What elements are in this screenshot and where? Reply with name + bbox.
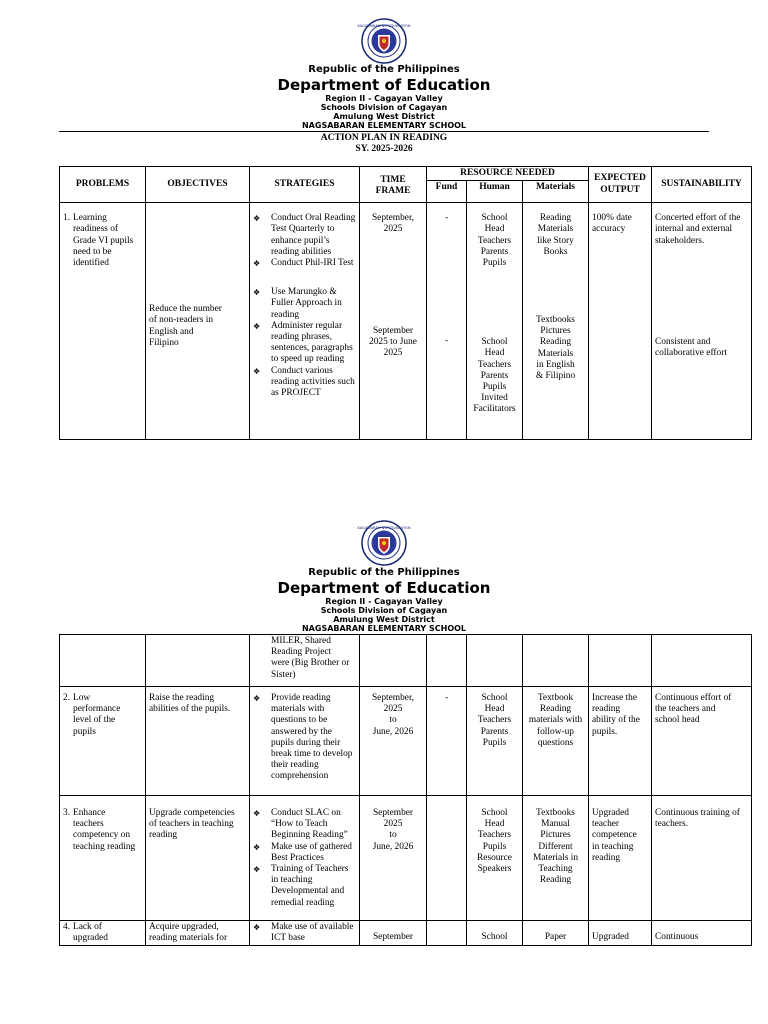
time-line: 2025 [383,224,403,235]
human-line: Parents [480,246,509,257]
letterhead [0,64,768,130]
sustain-line: Continuous effort of [655,693,732,703]
problem-line: Low [73,693,91,703]
col-fund: Fund [427,181,467,203]
problem-number: 4. [63,922,71,932]
objective-line: English and [149,326,194,337]
col-expected-output-l2: OUTPUT [600,184,640,195]
problem-line: pupils [73,726,96,737]
materials-line: & Filipino [535,371,576,382]
deped-seal-logo [357,18,411,64]
problem-line: need to be [73,246,112,257]
fund-cell [427,796,467,921]
materials-line: Reading [539,213,572,224]
sustainability-cell [652,921,752,946]
problem-line: Enhance [73,808,106,818]
problem-cell [60,687,146,796]
strategies-cell [250,687,360,796]
sustain-line: internal and external [655,224,733,235]
region-line: Region II - Cagayan Valley [325,597,443,606]
col-strategies: STRATEGIES [250,167,360,203]
time-frame-cell [360,796,427,921]
materials-line: Textbooks [536,808,575,818]
materials-line: Manual [541,819,570,830]
time-line: 2025 [383,348,403,359]
problem-cell [60,796,146,921]
table-row-4 [60,921,752,946]
sustain-line: teachers. [655,819,689,830]
problem-line: upgraded [73,933,108,944]
materials-line: materials with [528,715,583,726]
output-line: Upgraded [592,808,629,818]
human-line: Teachers [477,235,512,246]
materials-line: Materials [537,348,574,359]
human-line: Pupils [482,258,507,269]
fund-value: - [444,213,449,224]
time-line: 2025 to June [369,336,417,347]
materials-line: questions [537,737,574,748]
human-line: Teachers [477,830,512,841]
problem-line: teachers [73,819,104,830]
fund-value: - [444,336,449,347]
human-cell [467,687,523,796]
col-materials: Materials [523,181,589,203]
problem-line: readiness of [73,224,119,235]
col-objectives: OBJECTIVES [146,167,250,203]
strategy-item: ❖ Provide reading materials with questions to be answered by the pupils during their break time to develop their reading comprehension [253,693,356,783]
fund-cell [427,687,467,796]
region-line: Region II - Cagayan Valley [325,94,443,103]
materials-line: Materials [537,224,574,235]
republic-line: Republic of the Philippines [308,567,460,578]
sustain-line: Consistent and [655,336,711,347]
col-time-frame-l1: TIME [380,175,406,185]
output-line: reading [592,704,621,715]
human-line: Teachers [477,715,512,726]
sustain-line: Concerted effort of the [655,213,741,224]
school-year: SY. 2025-2026 [355,144,413,154]
human-line: Teachers [477,359,512,370]
district-line: Amulung West District [333,615,435,624]
time-line: September [372,808,414,818]
strategy-line: Reading Project [271,647,332,658]
problem-cell [60,635,146,687]
objective-line: Raise the reading [149,693,215,703]
strategy-item: ❖ Administer regular reading phrases, sentences, paragraphs to speed up reading [253,321,356,366]
fund-cell [427,921,467,946]
sustainability-cell [652,203,752,440]
materials-line: Textbooks [536,315,575,326]
time-line: June, 2026 [372,841,414,852]
time-frame-cell [360,921,427,946]
problem-line: teaching reading [73,841,136,852]
objective-line: reading materials for [149,933,228,944]
objective-line: Filipino [149,337,179,348]
svg-text:KAGAWARAN NG EDUKASYON: KAGAWARAN NG EDUKASYON [357,526,411,530]
human-cell [467,921,523,946]
materials-line: Books [543,246,568,257]
strategy-item: ❖ Conduct Oral Reading Test Quarterly to enhance pupil’s reading abilities [253,213,356,258]
problem-number: 3. [63,808,71,818]
problem-line: level of the [73,715,116,726]
materials-line: Pictures [540,326,571,337]
col-resource-needed: RESOURCE NEEDED [427,167,589,181]
materials-line: Reading [539,337,572,348]
time-line: to [389,715,397,726]
time-line: 2025 [383,704,403,715]
objective-line: Reduce the number [149,304,222,315]
deped-seal-logo [357,520,411,566]
strategy-item: ❖ Make use of available ICT base [253,922,356,944]
district-line: Amulung West District [333,112,435,121]
sustain-line: collaborative effort [655,348,727,359]
materials-line: follow-up [537,726,574,737]
time-line: September [372,325,414,336]
col-human: Human [467,181,523,203]
output-line: ability of the [592,715,640,726]
col-time-frame-l2: FRAME [375,186,411,197]
fund-value: - [444,693,449,703]
objective-cell [146,687,250,796]
human-line: Head [484,819,505,830]
output-line: Upgraded [592,932,629,942]
materials-line: Paper [544,932,567,942]
col-problems: PROBLEMS [60,167,146,203]
table-row-1 [60,203,752,440]
problem-line: identified [73,258,109,269]
time-line: September, [371,693,415,703]
output-line: competence [592,830,637,841]
materials-line: like Story [537,235,574,246]
school-line: NAGSABARAN ELEMENTARY SCHOOL [301,121,467,130]
human-line: Pupils [482,841,507,852]
materials-line: in English [536,359,575,370]
strategy-item: ❖ Conduct various reading activities such as PROJECT [253,366,356,400]
output-line: pupils. [592,726,618,737]
objective-cell [146,203,250,440]
problem-line: Lack of [73,922,102,932]
table-row-3 [60,796,752,921]
school-line: NAGSABARAN ELEMENTARY SCHOOL [301,624,467,633]
human-line: Facilitators [473,404,516,415]
page-2 [0,500,768,1024]
problem-line: competency on [73,830,131,841]
materials-line: Pictures [540,830,571,841]
output-line: 100% date [592,213,632,224]
time-line: June, 2026 [372,726,414,737]
human-line: Pupils [482,382,507,393]
problem-line: Learning [73,213,107,224]
strategies-cell [250,921,360,946]
republic-line: Republic of the Philippines [308,64,460,75]
materials-cell [523,687,589,796]
strategies-cell [250,635,360,687]
human-line: Resource [477,852,512,863]
time-line: to [389,830,397,841]
expected-output-cell [589,921,652,946]
strategy-item: ❖ Conduct Phil-IRI Test [253,258,356,269]
sustain-line: the teachers and [655,704,716,715]
expected-output-cell [589,635,652,687]
time-line: September [372,932,414,942]
human-cell [467,796,523,921]
col-expected-output-l1: EXPECTED [594,173,646,184]
problem-line: Grade VI pupils [73,235,134,246]
sustain-line: stakeholders. [655,235,705,246]
col-expected-output [589,167,652,203]
department-title: Department of Education [277,579,491,597]
plan-title: ACTION PLAN IN READING [320,133,448,143]
time-line: 2025 [383,819,403,830]
action-plan-table-page-2 [59,634,752,946]
objective-line: abilities of the pupils. [149,704,231,715]
materials-line: Different [538,841,573,852]
strategy-item: ❖ Training of Teachers in teaching Developmental and remedial reading [253,864,356,909]
human-line: Parents [480,370,509,381]
fund-cell [427,203,467,440]
problem-cell [60,203,146,440]
materials-line: Reading [539,704,572,715]
problem-number: 2. [63,693,71,703]
strategy-item: ❖ Conduct SLAC on “How to Teach Beginning Reading” [253,808,356,842]
strategy-item: ❖ Use Marungko & Fuller Approach in reading [253,287,356,321]
expected-output-cell [589,796,652,921]
expected-output-cell [589,687,652,796]
materials-line: Teaching [538,864,573,875]
human-line: School [481,213,508,224]
human-cell [467,635,523,687]
division-line: Schools Division of Cagayan [320,606,448,615]
objective-line: of teachers in teaching [149,819,234,830]
objective-cell [146,635,250,687]
division-line: Schools Division of Cagayan [320,103,448,112]
sustainability-cell [652,687,752,796]
output-line: teacher [592,819,620,830]
human-line: Speakers [477,864,512,875]
svg-text:KAGAWARAN NG EDUKASYON: KAGAWARAN NG EDUKASYON [357,24,411,28]
problem-line: performance [73,704,121,715]
fund-cell [427,635,467,687]
col-sustainability: SUSTAINABILITY [652,167,752,203]
materials-cell [523,635,589,687]
header-rule [59,131,709,132]
action-plan-table-page-1 [59,166,752,440]
materials-line: Materials in [532,852,579,863]
materials-cell [523,203,589,440]
strategy-line: were (Big Brother or [271,658,350,669]
expected-output-cell [589,203,652,440]
col-time-frame [360,167,427,203]
time-frame-cell [360,687,427,796]
sustainability-cell [652,796,752,921]
human-cell [467,203,523,440]
human-line: School [481,932,508,942]
sustainability-cell [652,635,752,687]
human-line: Head [484,704,505,715]
output-line: in teaching [592,841,634,852]
human-line: Parents [480,726,509,737]
strategies-cell [250,796,360,921]
human-line: School [481,337,508,348]
materials-cell [523,921,589,946]
table-row-continued [60,635,752,687]
page-1 [0,0,768,470]
time-frame-cell [360,203,427,440]
output-line: Increase the [592,693,638,703]
sustain-line: school head [655,715,700,726]
objective-line: Upgrade competencies [149,808,235,818]
problem-number: 1. [63,213,71,224]
objective-line: of non-readers in [149,315,214,326]
department-title: Department of Education [277,76,491,94]
human-line: School [481,693,508,703]
problem-cell [60,921,146,946]
output-line: reading [592,852,621,863]
sustain-line: Continuous [655,932,699,942]
strategy-line: MILER, Shared [271,636,331,646]
objective-cell [146,921,250,946]
letterhead [0,567,768,633]
objective-line: Acquire upgraded, [149,922,219,932]
human-line: Head [484,348,505,359]
objective-cell [146,796,250,921]
time-frame-cell [360,635,427,687]
time-line: September, [371,213,415,224]
human-line: Invited [481,393,508,404]
materials-line: Textbook [537,693,574,703]
sustain-line: Continuous training of [655,808,740,818]
materials-line: Reading [539,875,572,886]
strategies-cell [250,203,360,440]
output-line: accuracy [592,224,626,235]
human-line: School [481,808,508,818]
strategy-item: ❖ Make use of gathered Best Practices [253,842,356,864]
materials-cell [523,796,589,921]
human-line: Head [484,224,505,235]
table-row-2 [60,687,752,796]
objective-line: reading [149,830,178,841]
strategy-line: Sister) [271,669,296,680]
human-line: Pupils [482,737,507,748]
